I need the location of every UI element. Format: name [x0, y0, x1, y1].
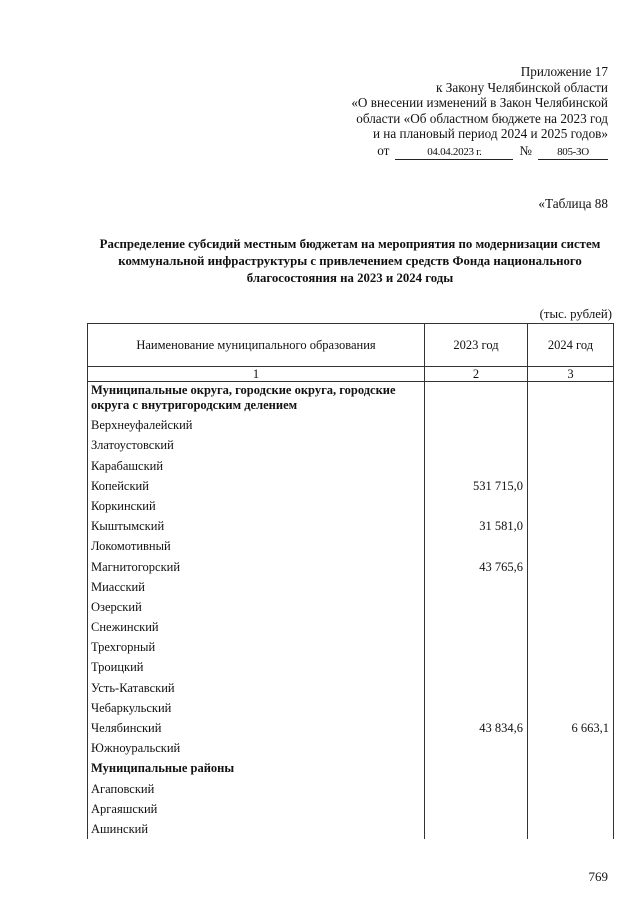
appendix-line-2: к Закону Челябинской области: [436, 79, 608, 95]
value-2024-cell: [528, 738, 614, 758]
municipality-name-cell: Снежинский: [88, 617, 425, 637]
table-row: [88, 577, 614, 597]
municipality-name-cell: Копейский: [88, 476, 425, 496]
value-2023-cell: [425, 819, 528, 839]
value-2023-cell: [425, 637, 528, 657]
value-2023-cell: [425, 778, 528, 798]
table-row: [88, 778, 614, 798]
value-2024-cell: [528, 577, 614, 597]
column-header-2023: 2023 год: [425, 324, 528, 367]
value-2024-cell: [528, 556, 614, 576]
value-2024-cell: [528, 637, 614, 657]
municipality-name-cell: Муниципальные округа, городские округа, городские округа с внутригородским делением: [88, 382, 425, 416]
page-number: 769: [588, 869, 608, 884]
column-header-name: Наименование муниципального образования: [88, 324, 425, 367]
appendix-line-3: «О внесении изменений в Закон Челябинской: [351, 95, 608, 110]
municipality-name-cell: Челябинский: [88, 718, 425, 738]
value-2024-cell: [528, 677, 614, 697]
value-2023-cell: [425, 382, 528, 416]
value-2023-cell: [425, 698, 528, 718]
municipality-name-cell: Златоустовский: [88, 435, 425, 455]
value-2024-cell: [528, 778, 614, 798]
document-title: Распределение субсидий местным бюджетам на мероприятия по модернизации систем коммунальной инфраструктуры с привлечением средств Фонда национального благосостояния на 2023 и 2024 годы: [99, 237, 601, 285]
column-number-row: [88, 367, 614, 382]
table-row: [88, 738, 614, 758]
value-2023-cell: [425, 677, 528, 697]
value-2023-cell: [425, 657, 528, 677]
appendix-line-5: и на плановый период 2024 и 2025 годов»: [372, 126, 608, 141]
from-label: от: [377, 142, 390, 158]
value-2023-cell: [425, 496, 528, 516]
law-number: 805-ЗО: [538, 146, 608, 160]
table-row: [88, 496, 614, 516]
value-2024-cell: [528, 799, 614, 819]
value-2024-cell: [528, 819, 614, 839]
column-number-3: 3: [528, 367, 614, 382]
value-2023-cell: [425, 799, 528, 819]
municipality-name-cell: Ашинский: [88, 819, 425, 839]
value-2023-cell: [425, 617, 528, 637]
value-2023-cell: 31 581,0: [425, 516, 528, 536]
value-2023-cell: [425, 435, 528, 455]
column-header-2024: 2024 год: [528, 324, 614, 367]
table-row: [88, 718, 614, 738]
table-row: [88, 637, 614, 657]
municipality-name-cell: Кыштымский: [88, 516, 425, 536]
value-2023-cell: [425, 577, 528, 597]
value-2024-cell: [528, 597, 614, 617]
table-row: [88, 415, 614, 435]
table-row: [88, 435, 614, 455]
municipality-name-cell: Усть-Катавский: [88, 677, 425, 697]
municipality-name-cell: Троицкий: [88, 657, 425, 677]
table-row: [88, 556, 614, 576]
section-row: [88, 758, 614, 778]
value-2024-cell: [528, 455, 614, 475]
value-2023-cell: 43 765,6: [425, 556, 528, 576]
table-row: [88, 516, 614, 536]
number-label: №: [519, 142, 532, 158]
municipality-name-cell: Миасский: [88, 577, 425, 597]
municipality-name-cell: Трехгорный: [88, 637, 425, 657]
value-2023-cell: [425, 455, 528, 475]
table-row: [88, 597, 614, 617]
value-2024-cell: [528, 415, 614, 435]
value-2024-cell: [528, 698, 614, 718]
value-2024-cell: [528, 657, 614, 677]
municipality-name-cell: Муниципальные районы: [88, 758, 425, 778]
table-row: [88, 657, 614, 677]
municipality-name-cell: Аргаяшский: [88, 799, 425, 819]
value-2023-cell: 43 834,6: [425, 718, 528, 738]
value-2024-cell: 6 663,1: [528, 718, 614, 738]
appendix-line-4: области «Об областном бюджете на 2023 год: [356, 110, 608, 126]
table-row: [88, 677, 614, 697]
municipality-name-cell: Магнитогорский: [88, 556, 425, 576]
table-row: [88, 799, 614, 819]
value-2024-cell: [528, 758, 614, 778]
table-row: [88, 536, 614, 556]
appendix-line-1: Приложение 17: [520, 64, 608, 79]
value-2024-cell: [528, 516, 614, 536]
law-date: 04.04.2023 г.: [395, 146, 513, 160]
table-row: [88, 455, 614, 475]
value-2023-cell: [425, 758, 528, 778]
value-2024-cell: [528, 496, 614, 516]
table-label: «Таблица 88: [538, 196, 608, 211]
header-row: [88, 324, 614, 367]
value-2023-cell: [425, 597, 528, 617]
table-row: [88, 617, 614, 637]
table-row: [88, 698, 614, 718]
municipality-name-cell: Карабашский: [88, 455, 425, 475]
municipality-name-cell: Локомотивный: [88, 536, 425, 556]
law-date-number-line: [278, 143, 608, 160]
municipality-name-cell: Коркинский: [88, 496, 425, 516]
table-body: [88, 382, 614, 839]
section-row: [88, 382, 614, 416]
value-2024-cell: [528, 617, 614, 637]
subsidy-table: [87, 323, 614, 839]
value-2024-cell: [528, 476, 614, 496]
units-label: (тыс. рублей): [539, 307, 612, 321]
value-2023-cell: 531 715,0: [425, 476, 528, 496]
value-2023-cell: [425, 738, 528, 758]
municipality-name-cell: Чебаркульский: [88, 698, 425, 718]
column-number-1: 1: [88, 367, 425, 382]
value-2024-cell: [528, 536, 614, 556]
column-number-2: 2: [425, 367, 528, 382]
table-row: [88, 476, 614, 496]
municipality-name-cell: Верхнеуфалейский: [88, 415, 425, 435]
table-row: [88, 819, 614, 839]
municipality-name-cell: Южноуральский: [88, 738, 425, 758]
municipality-name-cell: Агаповский: [88, 778, 425, 798]
value-2023-cell: [425, 536, 528, 556]
appendix-header: [278, 64, 608, 160]
value-2024-cell: [528, 435, 614, 455]
value-2024-cell: [528, 382, 614, 416]
municipality-name-cell: Озерский: [88, 597, 425, 617]
value-2023-cell: [425, 415, 528, 435]
